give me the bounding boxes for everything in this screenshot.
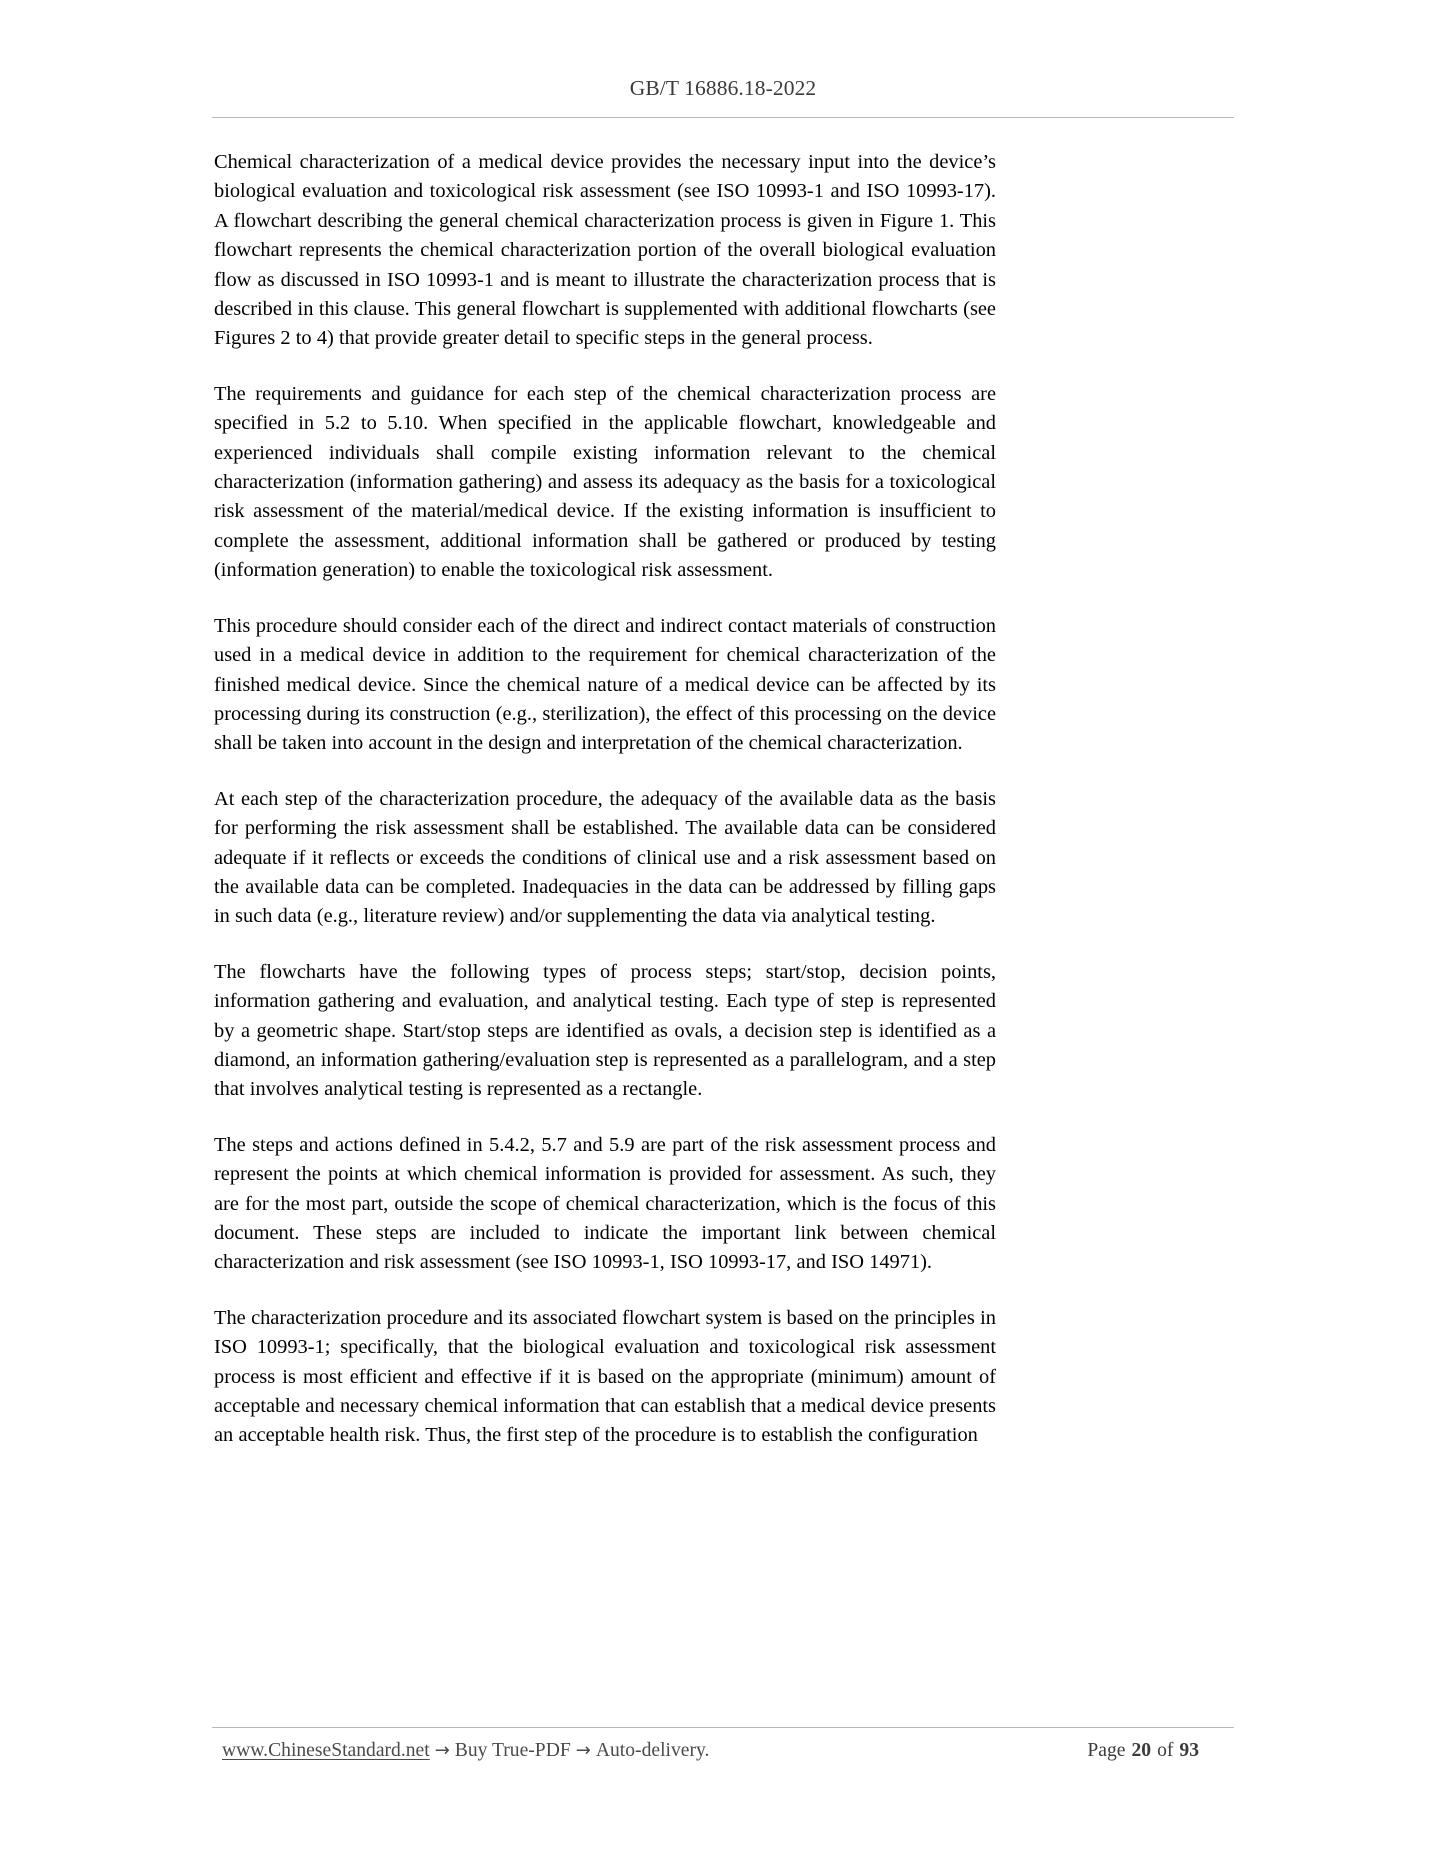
paragraph: This procedure should consider each of the direct and indirect contact materials of construction used in a medical device in addition to the requirement for chemical characterization of the finished medical device. Since the chemical nature of a medical device can be affected by its processing during its construction (e.g., sterilization), the effect of this processing on the device shall be taken into account in the design and interpretation of the chemical characterization. [214,614,996,755]
header-divider [212,117,1234,118]
paragraph: The characterization procedure and its associated flowchart system is based on the principles in ISO 10993-1; specifically, that the biological evaluation and toxicological risk assessment process is most efficient and effective if it is based on the appropriate (minimum) amount of acceptable and necessary chemical information that can establish that a medical device presents an acceptable health risk. Thus, the first step of the procedure is to establish the configuration [214,1306,996,1447]
paragraph: The steps and actions defined in 5.4.2, 5.7 and 5.9 are part of the risk assessment process and represent the points at which chemical information is provided for assessment. As such, they are for the most part, outside the scope of chemical characterization, which is the focus of this document. These steps are included to indicate the important link between chemical characterization and risk assessment (see ISO 10993-1, ISO 10993-17, and ISO 14971). [214,1133,996,1274]
of-label: of [1157,1740,1174,1761]
right-arrow-icon: → [434,1740,450,1761]
current-page-number: 20 [1131,1740,1152,1761]
body-text-column [214,148,996,1451]
footer-divider [212,1727,1234,1728]
paragraph: At each step of the characterization procedure, the adequacy of the available data as the basis for performing the risk assessment shall be established. The available data can be considered adequate if it reflects or exceeds the conditions of clinical use and a risk assessment based on the available data can be completed. Inadequacies in the data can be addressed by filling gaps in such data (e.g., literature review) and/or supplementing the data via analytical testing. [214,787,996,928]
footer-promo-line [212,1740,709,1762]
page-label: Page [1087,1740,1126,1761]
buy-true-pdf-label: Buy True-PDF [454,1740,571,1761]
page-footer [212,1740,1234,1780]
standard-number-header: GB/T 16886.18-2022 [629,76,817,100]
paragraph: The requirements and guidance for each step of the chemical characterization process are specified in 5.2 to 5.10. When specified in the applicable flowchart, knowledgeable and experienced individuals shall compile existing information relevant to the chemical characterization (information gathering) and assess its adequacy as the basis for a toxicological risk assessment of the material/medical device. If the existing information is insufficient to complete the assessment, additional information shall be gathered or produced by testing (information generation) to enable the toxicological risk assessment. [214,382,996,582]
paragraph: Chemical characterization of a medical device provides the necessary input into the device’s biological evaluation and toxicological risk assessment (see ISO 10993-1 and ISO 10993-17). A flowchart describing the general chemical characterization process is given in Figure 1. This flowchart represents the chemical characterization portion of the overall biological evaluation flow as discussed in ISO 10993-1 and is meant to illustrate the characterization process that is described in this clause. This general flowchart is supplemented with additional flowcharts (see Figures 2 to 4) that provide greater detail to specific steps in the general process. [214,151,996,350]
chinesestandard-link[interactable]: www.ChineseStandard.net [222,1740,430,1761]
page-header [212,78,1234,118]
paragraph: The flowcharts have the following types of process steps; start/stop, decision points, information gathering and evaluation, and analytical testing. Each type of step is represented by a geometric shape. Start/stop steps are identified as ovals, a decision step is identified as a diamond, an information gathering/evaluation step is represented as a parallelogram, and a step that involves analytical testing is represented as a rectangle. [214,960,996,1101]
total-page-count: 93 [1179,1740,1199,1761]
auto-delivery-label: Auto-delivery. [595,1740,710,1761]
page-number-indicator [1084,1740,1234,1762]
right-arrow-icon: → [575,1740,591,1761]
